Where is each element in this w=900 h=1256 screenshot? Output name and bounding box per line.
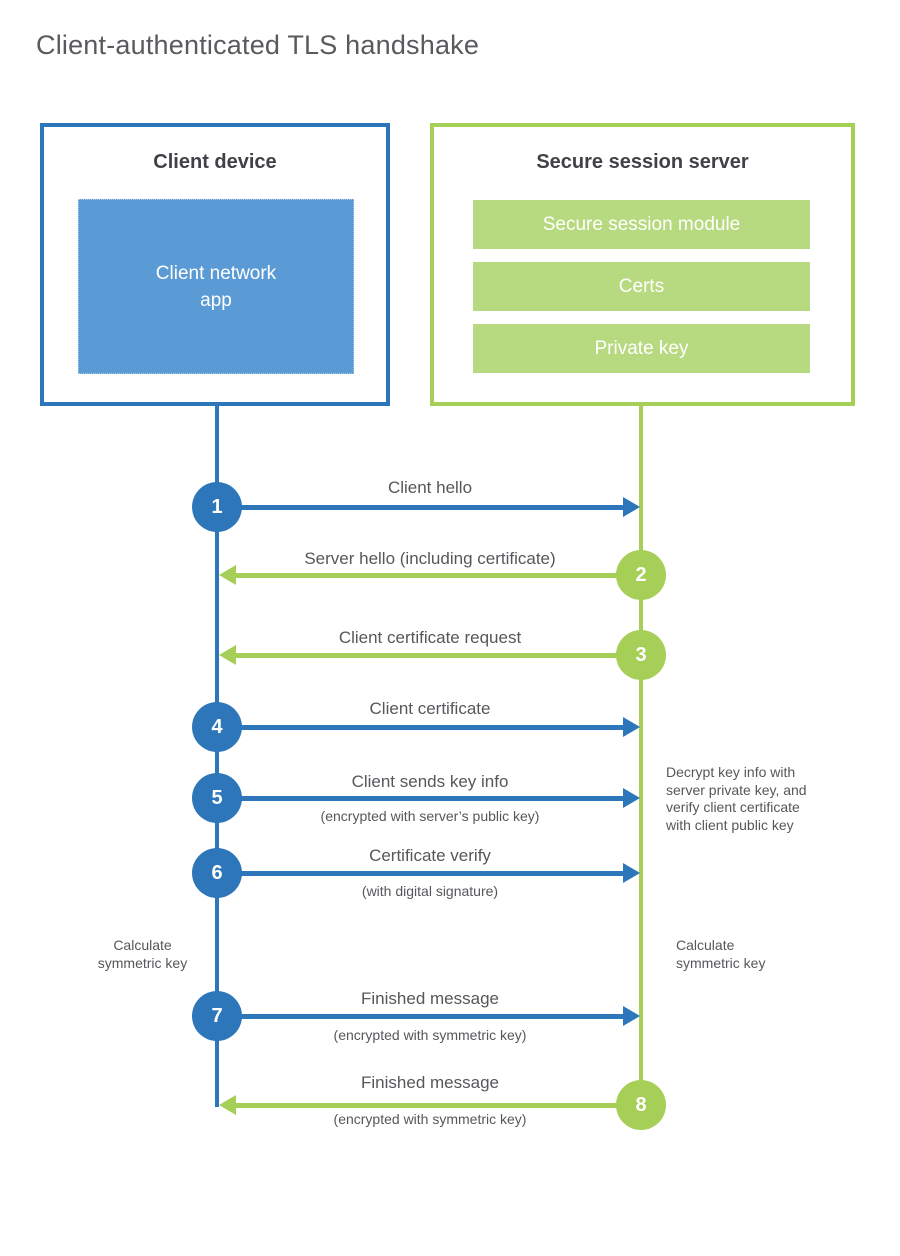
step-1-arrowhead-icon	[623, 497, 640, 517]
step-2-number-badge: 2	[616, 550, 666, 600]
step-7-label: Finished message	[361, 989, 499, 1008]
step-8-arrow	[235, 1103, 618, 1108]
step-3-arrow	[235, 653, 618, 658]
step-3-label: Client certificate request	[338, 628, 522, 647]
calculate-symmetric-key-note-client: Calculate symmetric key	[97, 937, 188, 971]
step-4-number-badge: 4	[192, 702, 242, 752]
step-5-arrow	[240, 796, 624, 801]
server-certs-bar: Certs	[473, 262, 810, 311]
step-6-arrowhead-icon	[623, 863, 640, 883]
page-title: Client-authenticated TLS handshake	[36, 30, 480, 60]
step-7-arrowhead-icon	[623, 1006, 640, 1026]
step-4-label: Client certificate	[369, 699, 491, 718]
step-8-number-badge: 8	[616, 1080, 666, 1130]
step-4-arrow	[240, 725, 624, 730]
server-private-key-bar: Private key	[473, 324, 810, 373]
step-5-sublabel: (encrypted with server’s public key)	[320, 808, 540, 824]
step-8-sublabel: (encrypted with symmetric key)	[333, 1111, 527, 1127]
step-1-number-badge: 1	[192, 482, 242, 532]
client-network-app-label: Client network app	[155, 262, 277, 311]
server-module-bar: Secure session module	[473, 200, 810, 249]
step-5-label: Client sends key info	[351, 772, 509, 791]
step-1-arrow	[240, 505, 624, 510]
client-network-app-box	[78, 199, 354, 374]
step-6-arrow	[240, 871, 624, 876]
client-device-title: Client device	[153, 151, 277, 173]
step-7-sublabel: (encrypted with symmetric key)	[333, 1027, 527, 1043]
step-2-label: Server hello (including certificate)	[304, 549, 556, 568]
step-1-label: Client hello	[387, 478, 473, 497]
step-6-number-badge: 6	[192, 848, 242, 898]
step-2-arrowhead-icon	[219, 565, 236, 585]
step-7-arrow	[240, 1014, 624, 1019]
step-5-number-badge: 5	[192, 773, 242, 823]
step-6-sublabel: (with digital signature)	[361, 883, 499, 899]
secure-session-server-title: Secure session server	[536, 151, 749, 173]
step-8-label: Finished message	[361, 1073, 499, 1092]
client-device-box	[40, 123, 390, 406]
step-4-arrowhead-icon	[623, 717, 640, 737]
step-2-arrow	[235, 573, 618, 578]
step-5-arrowhead-icon	[623, 788, 640, 808]
step-6-label: Certificate verify	[369, 846, 491, 865]
step-7-number-badge: 7	[192, 991, 242, 1041]
step-3-arrowhead-icon	[219, 645, 236, 665]
step-3-number-badge: 3	[616, 630, 666, 680]
calculate-symmetric-key-note-server: Calculate symmetric key	[676, 937, 766, 971]
secure-session-server-box	[430, 123, 855, 406]
decrypt-key-note: Decrypt key info with server private key, and verify client certificate with client public key	[666, 764, 807, 833]
